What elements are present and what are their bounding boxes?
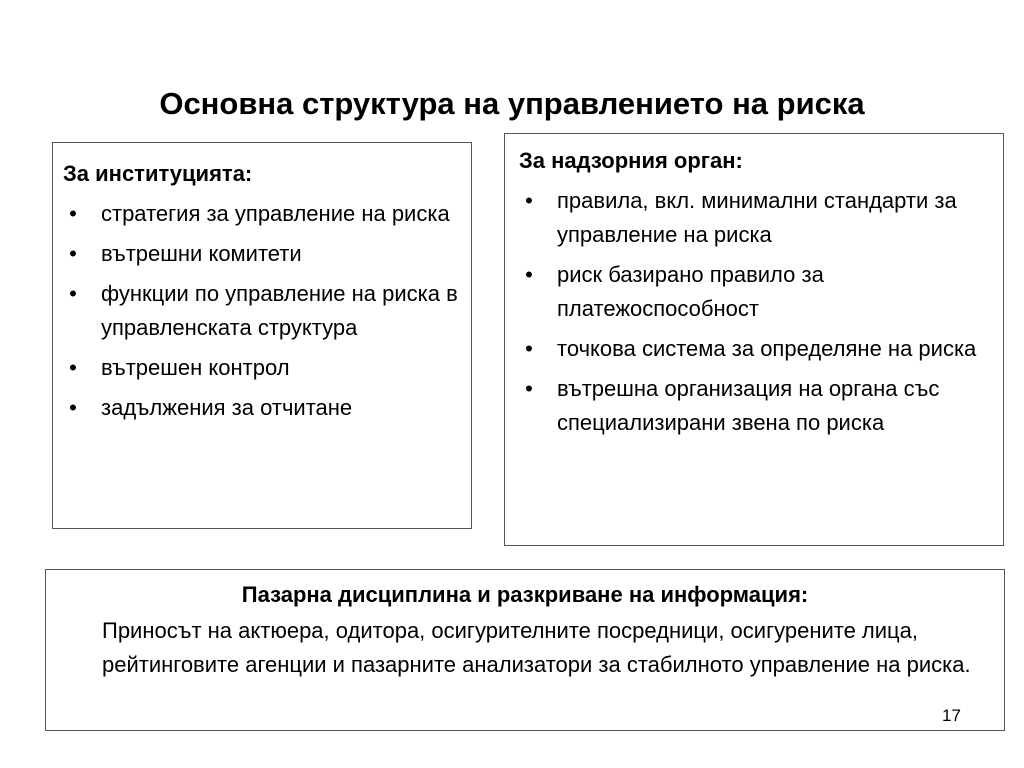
institution-box	[52, 142, 472, 529]
market-discipline-heading: Пазарна дисциплина и разкриване на информация:	[241, 582, 809, 607]
supervisor-heading: За надзорния орган:	[519, 148, 743, 173]
institution-list	[63, 197, 461, 425]
list-item	[63, 237, 461, 271]
list-item	[519, 258, 993, 326]
institution-heading: За институцията:	[63, 161, 253, 186]
bullet-icon: •	[525, 336, 533, 361]
list-item	[63, 197, 461, 231]
bullet-icon: •	[525, 262, 533, 287]
list-item	[63, 277, 461, 345]
list-item-text: вътрешен контрол	[101, 355, 290, 380]
list-item-text: задължения за отчитане	[101, 395, 353, 420]
supervisor-box	[504, 133, 1004, 546]
market-discipline-text: Приносът на актюера, одитора, осигурителните посредници, осигурените лица, рейтинговите агенции и пазарните анализатори за стабилното управление на риска.	[102, 618, 971, 677]
list-item	[519, 372, 993, 440]
market-discipline-box	[45, 569, 1005, 731]
list-item-text: вътрешна организация на органа със специализирани звена по риска	[557, 376, 940, 435]
list-item-text: риск базирано правило за платежоспособност	[557, 262, 824, 321]
list-item-text: точкова система за определяне на риска	[557, 336, 977, 361]
bullet-icon: •	[525, 188, 533, 213]
bullet-icon: •	[69, 395, 77, 420]
list-item	[519, 184, 993, 252]
list-item	[63, 391, 461, 425]
page-number: 17	[942, 706, 961, 725]
bullet-icon: •	[69, 201, 77, 226]
list-item	[63, 351, 461, 385]
list-item	[519, 332, 993, 366]
slide-title: Основна структура на управлението на риска	[159, 86, 865, 121]
list-item-text: функции по управление на риска в управленската структура	[101, 281, 458, 340]
bullet-icon: •	[69, 355, 77, 380]
bullet-icon: •	[69, 241, 77, 266]
list-item-text: стратегия за управление на риска	[101, 201, 450, 226]
supervisor-list	[519, 184, 993, 440]
bullet-icon: •	[525, 376, 533, 401]
list-item-text: правила, вкл. минимални стандарти за управление на риска	[557, 188, 957, 247]
bullet-icon: •	[69, 281, 77, 306]
list-item-text: вътрешни комитети	[101, 241, 302, 266]
